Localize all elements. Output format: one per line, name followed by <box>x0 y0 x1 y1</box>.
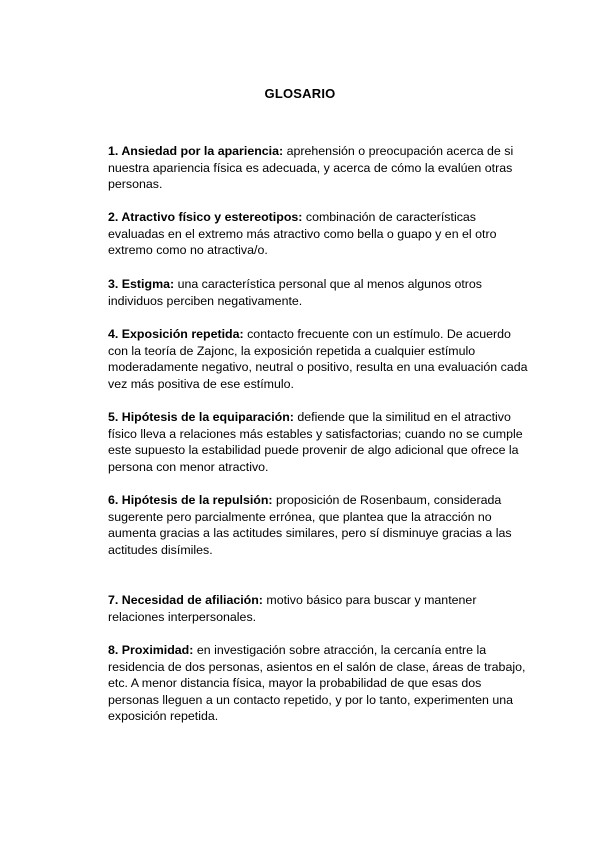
glossary-entry <box>108 492 534 558</box>
entry-definition: defiende que la similitud en el atractivo físico lleva a relaciones más estables y satisfactorias; cuando no se cumple este supuesto la estabilidad puede provenir de algo adicional que ofrece la persona con menor atractivo. <box>108 410 523 474</box>
entry-term: 3. Estigma: <box>108 277 175 291</box>
entry-term: 8. Proximidad: <box>108 643 194 657</box>
entry-term: 7. Necesidad de afiliación: <box>108 593 263 607</box>
entry-definition: aprehensión o preocupación acerca de si nuestra apariencia física es adecuada, y acerca de cómo la evalúen otras personas. <box>108 144 514 192</box>
glossary-entry <box>108 209 534 259</box>
glossary-entry <box>108 143 534 193</box>
entry-term: 2. Atractivo físico y estereotipos: <box>108 210 303 224</box>
entry-term: 4. Exposición repetida: <box>108 327 244 341</box>
glossary-entry <box>108 409 534 475</box>
glossary-entry <box>108 592 534 625</box>
entry-term: 5. Hipótesis de la equiparación: <box>108 410 294 424</box>
entry-definition: una característica personal que al menos algunos otros individuos perciben negativamente. <box>108 277 482 308</box>
entry-term: 1. Ansiedad por la apariencia: <box>108 144 284 158</box>
entry-definition: combinación de características evaluadas en el extremo más atractivo como bella o guapo y en el otro extremo como no atractiva/o. <box>108 210 497 258</box>
entry-term: 6. Hipótesis de la repulsión: <box>108 493 273 507</box>
entry-definition: motivo básico para buscar y mantener relaciones interpersonales. <box>108 593 477 624</box>
glossary-entry <box>108 642 534 725</box>
glossary-entry <box>108 276 534 309</box>
entry-definition: en investigación sobre atracción, la cercanía entre la residencia de dos personas, asientos en el salón de clase, áreas de trabajo, etc. A menor distancia física, mayor la probabilidad de que esas dos personas lleguen a un contacto repetido, y por lo tanto, experimenten una exposición repetida. <box>108 643 526 724</box>
entry-definition: contacto frecuente con un estímulo. De acuerdo con la teoría de Zajonc, la exposición repetida a cualquier estímulo moderadamente negativo, neutral o positivo, resulta en una evaluación cada vez más positiva de ese estímulo. <box>108 327 528 391</box>
page-title: GLOSARIO <box>264 86 336 101</box>
entry-definition: proposición de Rosenbaum, considerada sugerente pero parcialmente errónea, que plantea que la atracción no aumenta gracias a las actitudes similares, pero sí disminuye gracias a las actitudes disímiles. <box>108 493 512 557</box>
glossary-entry <box>108 326 534 392</box>
